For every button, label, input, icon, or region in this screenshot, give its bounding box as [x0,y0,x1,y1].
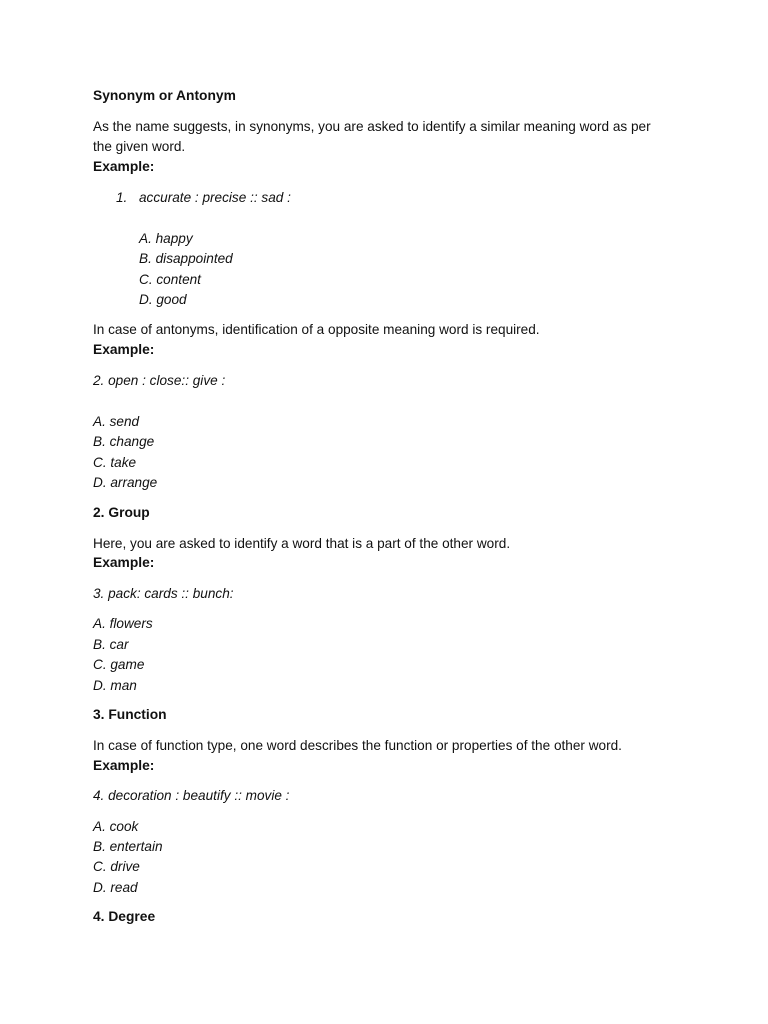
question-1-text: accurate : precise :: sad : [139,190,291,205]
q1-option-b: B. disappointed [139,251,233,266]
example-label: Example: [93,159,155,174]
paragraph-synonym-intro-line1: As the name suggests, in synonyms, you are asked to identify a similar meaning word as per [93,119,651,134]
q3-option-a: A. flowers [93,616,153,631]
question-3-text: 3. pack: cards :: bunch: [93,586,234,601]
example-label: Example: [93,342,155,357]
question-4-text: 4. decoration : beautify :: movie : [93,788,290,803]
q3-option-b: B. car [93,637,129,652]
q4-option-a: A. cook [93,819,139,834]
q2-option-c: C. take [93,455,137,470]
section-heading-function: 3. Function [93,707,167,722]
q4-option-d: D. read [93,880,138,895]
section-heading-degree: 4. Degree [93,909,156,924]
list-number: 1. [116,190,128,205]
q2-option-b: B. change [93,434,155,449]
paragraph-synonym-intro-line2: the given word. [93,139,186,154]
q1-option-a: A. happy [139,231,193,246]
paragraph-function-intro: In case of function type, one word describes the function or properties of the other word. [93,738,622,753]
section-heading-group: 2. Group [93,505,150,520]
q4-option-b: B. entertain [93,839,163,854]
example-label: Example: [93,758,155,773]
paragraph-group-intro: Here, you are asked to identify a word that is a part of the other word. [93,536,511,551]
q1-option-d: D. good [139,292,187,307]
question-2-text: 2. open : close:: give : [93,373,226,388]
q2-option-a: A. send [93,414,140,429]
example-label: Example: [93,555,155,570]
q3-option-c: C. game [93,657,145,672]
q4-option-c: C. drive [93,859,140,874]
q2-option-d: D. arrange [93,475,158,490]
q3-option-d: D. man [93,678,137,693]
q1-option-c: C. content [139,272,201,287]
paragraph-antonym-intro: In case of antonyms, identification of a opposite meaning word is required. [93,322,540,337]
section-heading-synonym-antonym: Synonym or Antonym [93,88,236,103]
